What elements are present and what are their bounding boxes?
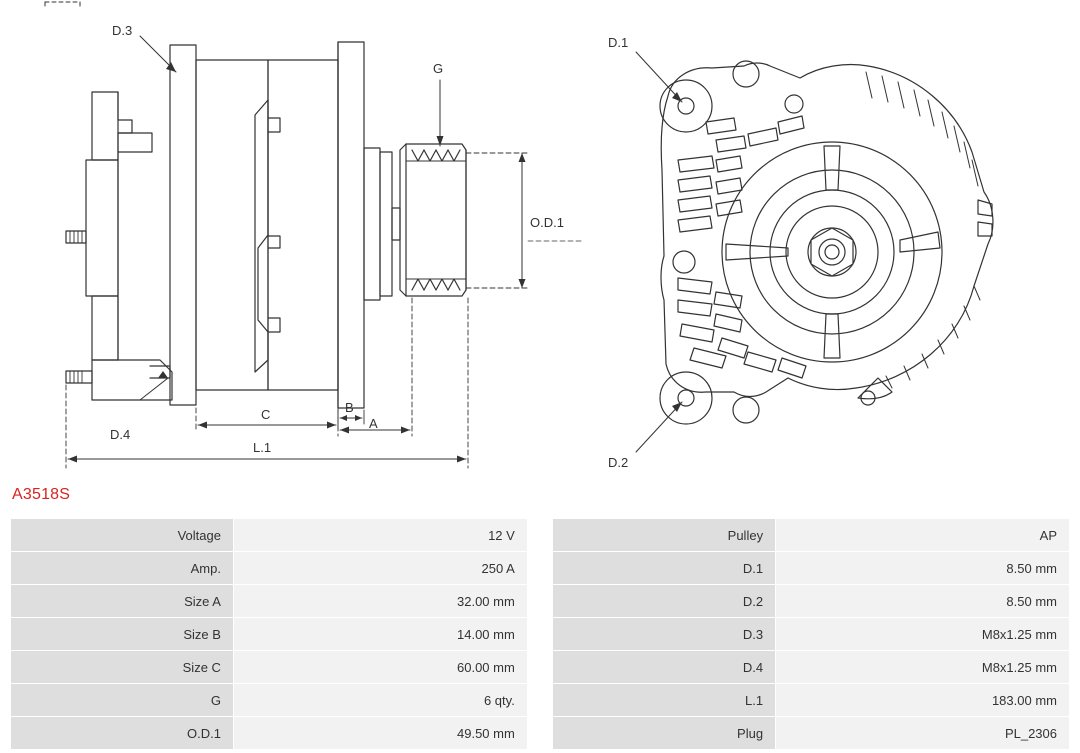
spec-label: Amp. xyxy=(11,552,234,585)
drawing-label-b: B xyxy=(345,400,354,415)
table-row xyxy=(11,519,1070,552)
spec-label: Size C xyxy=(11,651,234,684)
column-divider xyxy=(527,552,552,585)
spec-label: D.1 xyxy=(553,552,776,585)
spec-label: O.D.1 xyxy=(11,717,234,750)
spec-value: 12 V xyxy=(233,519,527,552)
spec-value: PL_2306 xyxy=(776,717,1070,750)
spec-value: 8.50 mm xyxy=(776,585,1070,618)
table-row xyxy=(11,618,1070,651)
drawing-label-c: C xyxy=(261,407,271,422)
spec-label: Plug xyxy=(553,717,776,750)
table-row xyxy=(11,684,1070,717)
spec-label: Size A xyxy=(11,585,234,618)
spec-value: 6 qty. xyxy=(233,684,527,717)
spec-label: Voltage xyxy=(11,519,234,552)
specifications-body xyxy=(11,519,1070,750)
column-divider xyxy=(527,684,552,717)
spec-label: Size B xyxy=(11,618,234,651)
spec-value: 60.00 mm xyxy=(233,651,527,684)
drawing-label-a: A xyxy=(369,416,378,431)
column-divider xyxy=(527,618,552,651)
spec-label: D.3 xyxy=(553,618,776,651)
drawing-label-g: G xyxy=(433,61,444,76)
column-divider xyxy=(527,717,552,750)
column-divider xyxy=(527,651,552,684)
column-divider xyxy=(527,585,552,618)
specifications-table xyxy=(10,518,1070,750)
spec-value: AP xyxy=(776,519,1070,552)
spec-value: 250 A xyxy=(233,552,527,585)
table-row xyxy=(11,651,1070,684)
table-row xyxy=(11,552,1070,585)
column-divider xyxy=(527,519,552,552)
spec-value: 183.00 mm xyxy=(776,684,1070,717)
spec-label: D.2 xyxy=(553,585,776,618)
drawing-label-d3: D.3 xyxy=(112,23,133,38)
spec-value: 8.50 mm xyxy=(776,552,1070,585)
table-row xyxy=(11,585,1070,618)
spec-label: G xyxy=(11,684,234,717)
drawing-label-d2: D.2 xyxy=(608,455,629,470)
spec-label: Pulley xyxy=(553,519,776,552)
spec-value: 49.50 mm xyxy=(233,717,527,750)
part-number: A3518S xyxy=(12,486,71,503)
spec-value: M8x1.25 mm xyxy=(776,618,1070,651)
drawing-label-d1: D.1 xyxy=(608,35,629,50)
table-row xyxy=(11,717,1070,750)
spec-label: D.4 xyxy=(553,651,776,684)
drawing-label-d4: D.4 xyxy=(110,427,131,442)
drawing-label-od1: O.D.1 xyxy=(530,215,564,230)
spec-value: M8x1.25 mm xyxy=(776,651,1070,684)
spec-label: L.1 xyxy=(553,684,776,717)
spec-value: 14.00 mm xyxy=(233,618,527,651)
spec-value: 32.00 mm xyxy=(233,585,527,618)
drawing-label-l1: L.1 xyxy=(253,440,272,455)
